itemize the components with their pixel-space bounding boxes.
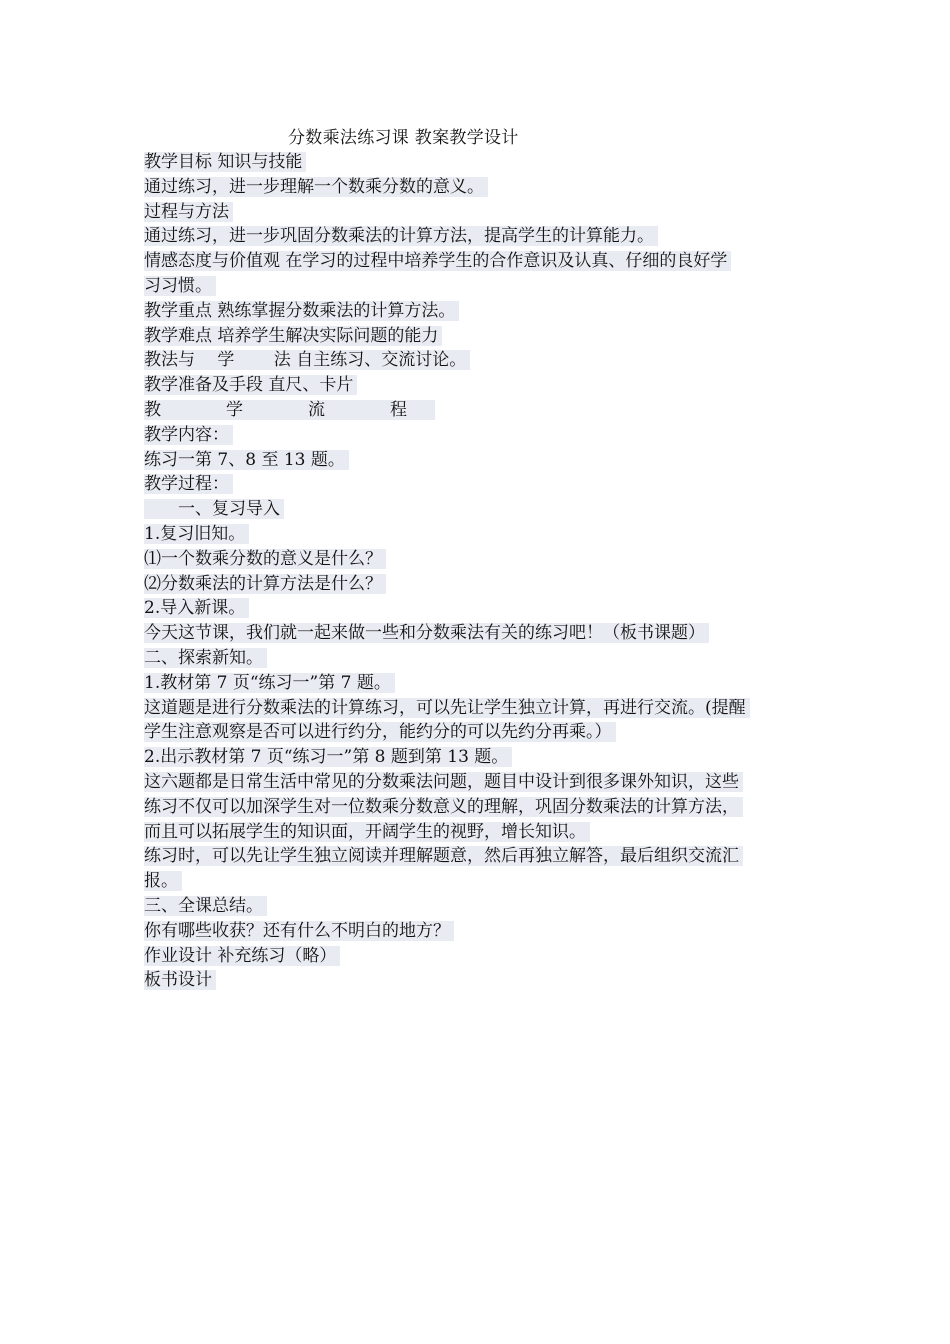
line-text: 三、全课总结。 xyxy=(144,896,267,916)
line-text: 练习时，可以先让学生独立阅读并理解题意，然后再独立解答，最后组织交流汇 xyxy=(144,846,743,866)
line-text: 习习惯。 xyxy=(144,276,216,296)
text-line xyxy=(144,497,810,522)
line-text: 练习不仅可以加深学生对一位数乘分数意义的理解，巩固分数乘法的计算方法， xyxy=(144,797,743,817)
line-text: 教学过程： xyxy=(144,474,233,494)
line-text: 教学重点 熟练掌握分数乘法的计算方法。 xyxy=(144,301,459,321)
text-line xyxy=(144,175,810,200)
document-body xyxy=(144,150,810,993)
line-text: 今天这节课，我们就一起来做一些和分数乘法有关的练习吧！（板书课题） xyxy=(144,623,709,643)
line-text: 1.复习旧知。 xyxy=(144,524,249,544)
text-line xyxy=(144,200,810,225)
line-text: 教学目标 知识与技能 xyxy=(144,152,306,172)
line-text: 二、探索新知。 xyxy=(144,648,267,668)
text-line xyxy=(144,968,810,993)
line-text: 这道题是进行分数乘法的计算练习，可以先让学生独立计算，再进行交流。(提醒 xyxy=(144,698,750,718)
text-line xyxy=(144,621,810,646)
text-line xyxy=(144,646,810,671)
text-line xyxy=(144,944,810,969)
line-text: 一、复习导入 xyxy=(144,499,284,519)
line-text: 通过练习，进一步巩固分数乘法的计算方法，提高学生的计算能力。 xyxy=(144,226,658,246)
line-text: 教 学 流 程 xyxy=(144,400,435,420)
text-line xyxy=(144,820,810,845)
line-text: ⑴一个数乘分数的意义是什么？ xyxy=(144,549,386,569)
line-text: 而且可以拓展学生的知识面，开阔学生的视野，增长知识。 xyxy=(144,822,590,842)
text-line xyxy=(144,919,810,944)
text-line xyxy=(144,745,810,770)
line-text: 练习一第 7、8 至 13 题。 xyxy=(144,450,349,470)
line-text: 教学难点 培养学生解决实际问题的能力 xyxy=(144,326,442,346)
line-text: 板书设计 xyxy=(144,970,216,990)
line-text: 教法与 学 法 自主练习、交流讨论。 xyxy=(144,350,470,370)
line-text: 作业设计 补充练习（略） xyxy=(144,946,340,966)
text-line xyxy=(144,522,810,547)
text-line xyxy=(144,150,810,175)
text-line xyxy=(144,795,810,820)
text-line xyxy=(144,720,810,745)
line-text: 过程与方法 xyxy=(144,202,233,222)
text-line xyxy=(144,224,810,249)
line-text: 情感态度与价值观 在学习的过程中培养学生的合作意识及认真、仔细的良好学 xyxy=(144,251,731,271)
line-text: 教学内容： xyxy=(144,425,233,445)
text-line xyxy=(144,696,810,721)
text-line xyxy=(144,472,810,497)
text-line xyxy=(144,398,810,423)
line-text: 你有哪些收获？还有什么不明白的地方？ xyxy=(144,921,454,941)
text-line xyxy=(144,671,810,696)
text-line xyxy=(144,348,810,373)
text-line xyxy=(144,596,810,621)
text-line xyxy=(144,299,810,324)
text-line xyxy=(144,324,810,349)
line-text: 这六题都是日常生活中常见的分数乘法问题，题目中设计到很多课外知识，这些 xyxy=(144,772,743,792)
text-line xyxy=(144,373,810,398)
text-line xyxy=(144,894,810,919)
line-text: 2.出示教材第 7 页“练习一”第 8 题到第 13 题。 xyxy=(144,747,512,767)
line-text: ⑵分数乘法的计算方法是什么？ xyxy=(144,574,386,594)
text-line xyxy=(144,423,810,448)
text-line xyxy=(144,770,810,795)
text-line xyxy=(144,448,810,473)
text-line xyxy=(144,572,810,597)
line-text: 学生注意观察是否可以进行约分，能约分的可以先约分再乘。） xyxy=(144,722,616,742)
line-text: 报。 xyxy=(144,871,182,891)
text-line xyxy=(144,844,810,869)
line-text: 2.导入新课。 xyxy=(144,598,249,618)
text-line xyxy=(144,274,810,299)
document-title: 分数乘法练习课 教案教学设计 xyxy=(288,128,519,148)
text-line xyxy=(144,249,810,274)
line-text: 1.教材第 7 页“练习一”第 7 题。 xyxy=(144,673,395,693)
text-line xyxy=(144,547,810,572)
text-line xyxy=(144,869,810,894)
line-text: 教学准备及手段 直尺、卡片 xyxy=(144,375,357,395)
line-text: 通过练习，进一步理解一个数乘分数的意义。 xyxy=(144,177,488,197)
